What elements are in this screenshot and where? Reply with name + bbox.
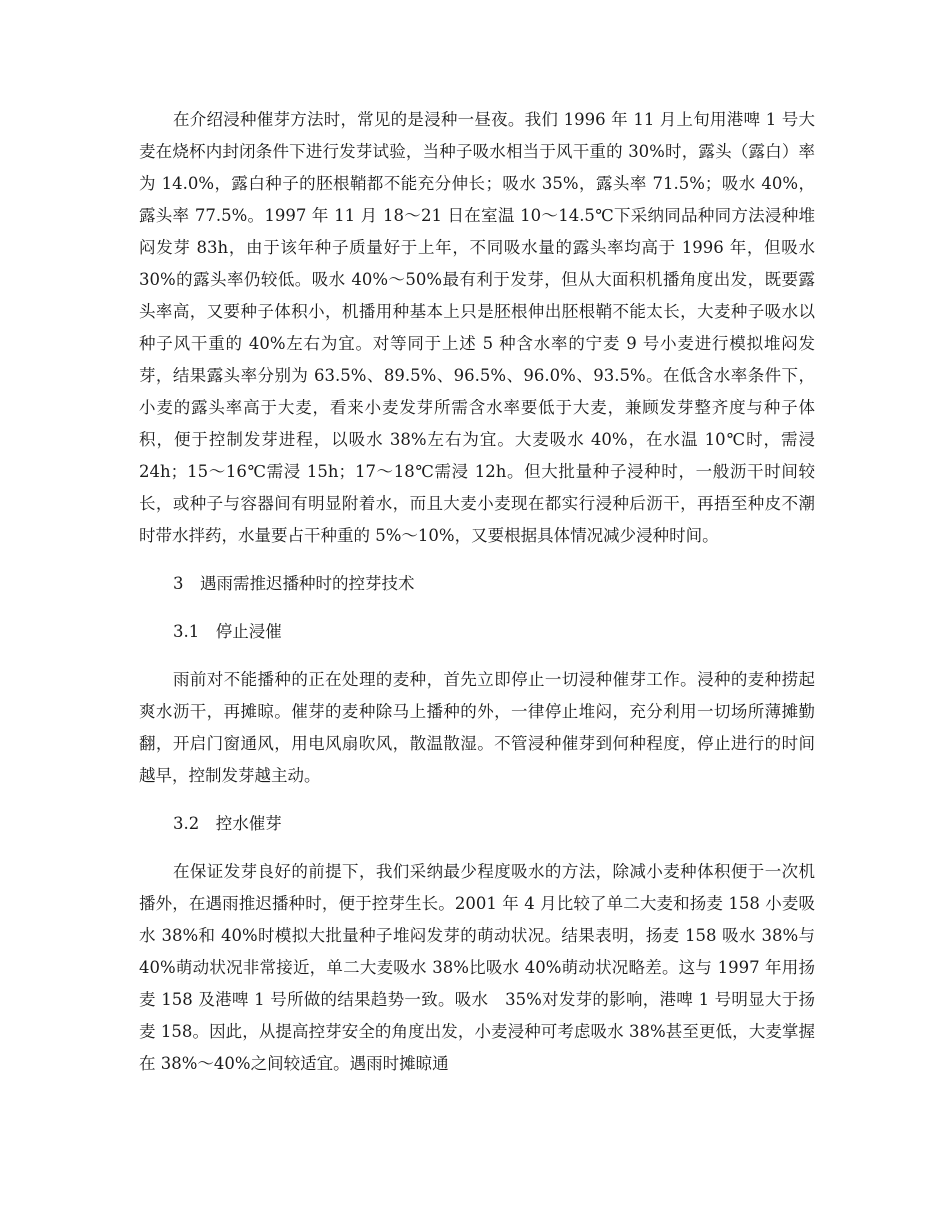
paragraph-soaking-germination: 在介绍浸种催芽方法时，常见的是浸种一昼夜。我们 1996 年 11 月上旬用港啤 1 号大麦在烧杯内封闭条件下进行发芽试验，当种子吸水相当于风干重的 30%时，露头（露白）率为 14.0%，露白种子的胚根鞘都不能充分伸长；吸水 35%，露头率 71.5%；吸水 40%，露头率 77.5%。1997 年 11 月 18～21 日在室温 10～14.5℃下采纳同品种同方法浸种堆闷发芽 83h，由于该年种子质量好于上年，不同吸水量的露头率均高于 1996 年，但吸水 30%的露头率仍较低。吸水 40%～50%最有利于发芽，但从大面积机播角度出发，既要露头率高，又要种子体积小，机播用种基本上只是胚根伸出胚根鞘不能太长，大麦种子吸水以种子风干重的 40%左右为宜。对等同于上述 5 种含水率的宁麦 9 号小麦进行模拟堆闷发芽，结果露头率分别为 63.5%、89.5%、96.5%、96.0%、93.5%。在低含水率条件下，小麦的露头率高于大麦，看来小麦发芽所需含水率要低于大麦，兼顾发芽整齐度与种子体积，便于控制发芽进程，以吸水 38%左右为宜。大麦吸水 40%，在水温 10℃时，需浸 24h；15～16℃需浸 15h；17～18℃需浸 12h。但大批量种子浸种时，一般沥干时间较长，或种子与容器间有明显附着水，而且大麦小麦现在都实行浸种后沥干，再捂至种皮不潮时带水拌药，水量要占干种重的 5%～10%，又要根据具体情况减少浸种时间。 bbox=[139, 110, 815, 545]
paragraph-stop-soaking: 雨前对不能播种的正在处理的麦种，首先立即停止一切浸种催芽工作。浸种的麦种捞起爽水沥干，再摊晾。催芽的麦种除马上播种的外，一律停止堆闷，充分利用一切场所薄摊勤翻，开启门窗通风，用电风扇吹风，散温散湿。不管浸种催芽到何种程度，停止进行的时间越早，控制发芽越主动。 bbox=[139, 670, 815, 785]
paragraph-water-control: 在保证发芽良好的前提下，我们采纳最少程度吸水的方法，除减小麦种体积便于一次机播外，在遇雨推迟播种时，便于控芽生长。2001 年 4 月比较了单二大麦和扬麦 158 小麦吸水 38%和 40%时模拟大批量种子堆闷发芽的萌动状况。结果表明，扬麦 158 吸水 38%与 40%萌动状况非常接近，单二大麦吸水 38%比吸水 40%萌动状况略差。这与 1997 年用扬麦 158 及港啤 1 号所做的结果趋势一致。吸水 35%对发芽的影响，港啤 1 号明显大于扬麦 158。因此，从提高控芽安全的角度出发，小麦浸种可考虑吸水 38%甚至更低，大麦掌握在 38%～40%之间较适宜。遇雨时摊晾通 bbox=[139, 862, 815, 1073]
section-heading-3: 3 遇雨需推迟播种时的控芽技术 bbox=[173, 574, 415, 593]
document-page bbox=[139, 104, 815, 1080]
subsection-heading-3-2: 3.2 控水催芽 bbox=[173, 814, 282, 833]
subsection-heading-3-1: 3.1 停止浸催 bbox=[173, 622, 282, 641]
